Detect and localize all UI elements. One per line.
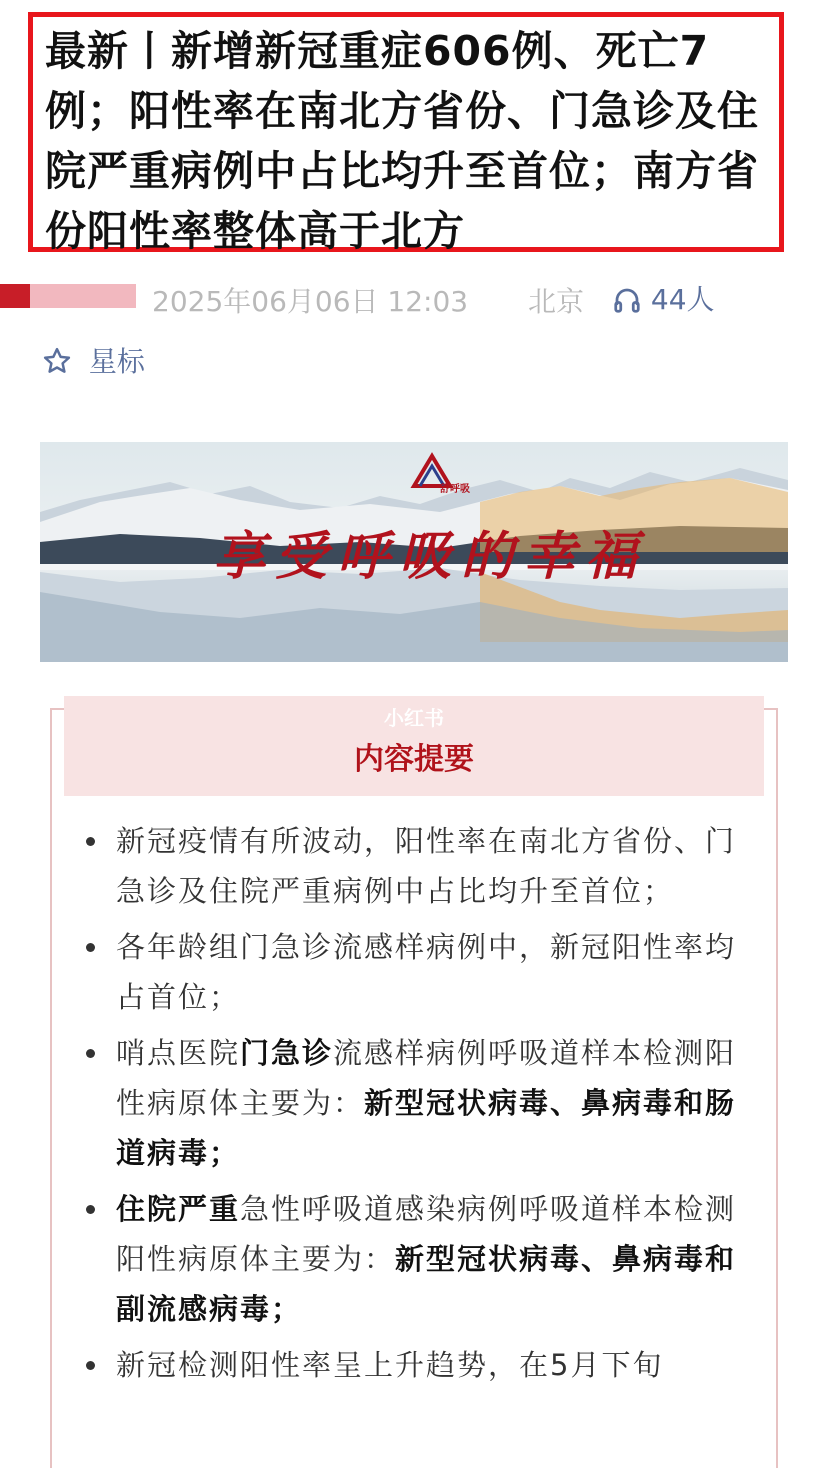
publish-location: 北京 (528, 285, 585, 318)
summary-item (116, 1028, 756, 1178)
summary-item-text: 急性呼吸道感染病例呼吸道样本检测阳性病原体主要为： (116, 1192, 737, 1276)
article-meta (0, 276, 828, 320)
star-label: 星标 (88, 345, 145, 378)
summary-title: 内容提要 (354, 742, 474, 777)
summary-item-text: 哨点医院 (116, 1036, 241, 1070)
summary-item-text: 新冠检测阳性率呈上升趋势，在5月下旬 (116, 1348, 664, 1382)
banner-image (40, 442, 788, 662)
watermark: 小红书 (384, 706, 444, 730)
headphones-icon (612, 283, 651, 316)
listener-count: 44人 (650, 283, 715, 316)
summary-header (64, 696, 764, 796)
author-name-redacted (0, 284, 136, 308)
summary-list (116, 816, 756, 1396)
summary-item-bold-text: 新型冠状病毒、鼻病毒和肠道病毒； (116, 1086, 737, 1170)
summary-item-text: 流感样病例呼吸道样本检测阳性病原体主要为： (116, 1036, 737, 1120)
summary-item (116, 922, 756, 1022)
summary-item-text: 新冠疫情有所波动，阳性率在南北方省份、门急诊及住院严重病例中占比均升至首位； (116, 824, 737, 908)
publish-date: 2025年06月06日 12:03 (152, 285, 469, 318)
summary-item-bold-text: 新型冠状病毒、鼻病毒和副流感病毒； (116, 1242, 737, 1326)
banner-slogan: 享受呼吸的幸福 (212, 526, 647, 587)
summary-item (116, 1184, 756, 1334)
banner-logo-text: 舒呼吸 (440, 484, 470, 495)
summary-item-text: 各年龄组门急诊流感样病例中，新冠阳性率均占首位； (116, 930, 737, 1014)
listen-button[interactable] (612, 278, 715, 318)
summary-item-bold-text: 门急诊 (240, 1036, 334, 1070)
star-icon (42, 345, 89, 378)
article-title-highlight-box (28, 12, 784, 255)
article-title: 最新丨新增新冠重症606例、死亡7例；阳性率在南北方省份、门急诊及住院严重病例中占比均升至首位；南方省份阳性率整体高于北方 (45, 27, 759, 255)
summary-item (116, 816, 756, 916)
summary-item-bold-text: 住院严重 (116, 1192, 241, 1226)
star-button[interactable] (42, 340, 145, 380)
summary-item (116, 1340, 756, 1390)
